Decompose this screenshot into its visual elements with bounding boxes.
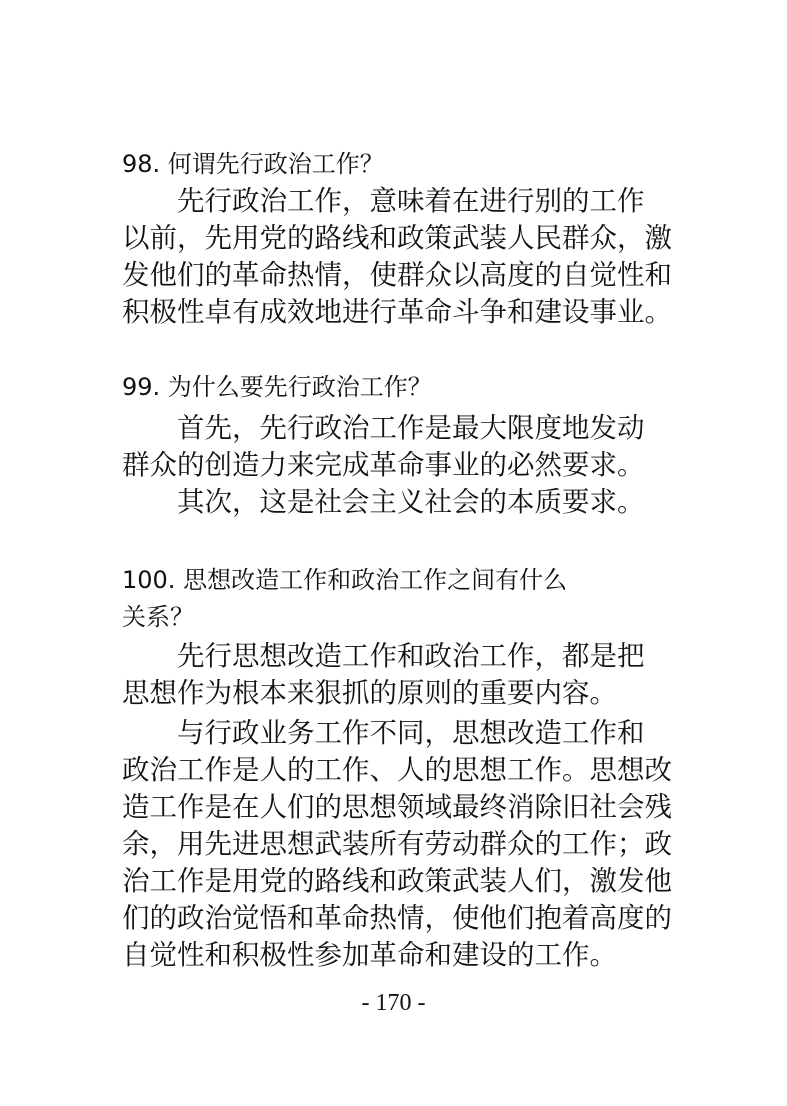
answer-98-line-4: 积极性卓有成效地进行革命斗争和建设事业。	[122, 296, 672, 328]
answer-99-line-2: 群众的创造力来完成革命事业的必然要求。	[122, 449, 645, 481]
question-98-heading: 98. 何谓先行政治工作？	[122, 150, 384, 178]
answer-98-line-3: 发他们的革命热情，使群众以高度的自觉性和	[122, 259, 672, 291]
question-100-heading-line-1: 100. 思想改造工作和政治工作之间有什么	[122, 566, 568, 594]
answer-100-line-6: 余，用先进思想武装所有劳动群众的工作；政	[122, 828, 672, 860]
answer-100-line-7: 治工作是用党的路线和政策武装人们，激发他	[122, 865, 672, 897]
question-100-heading-line-2: 关系？	[122, 603, 194, 631]
answer-100-line-2: 思想作为根本来狠抓的原则的重要内容。	[122, 677, 617, 709]
answer-98-line-2: 以前，先用党的路线和政策武装人民群众，激	[122, 222, 672, 254]
answer-100-line-4: 政治工作是人的工作、人的思想工作。思想改	[122, 754, 672, 786]
answer-100-line-9: 自觉性和积极性参加革命和建设的工作。	[122, 939, 617, 971]
answer-99-line-1: 首先，先行政治工作是最大限度地发动	[177, 412, 645, 444]
answer-100-line-8: 们的政治觉悟和革命热情，使他们抱着高度的	[122, 902, 672, 934]
answer-98-line-1: 先行政治工作，意味着在进行别的工作	[177, 185, 645, 217]
answer-100-line-5: 造工作是在人们的思想领域最终消除旧社会残	[122, 791, 672, 823]
page-number: - 170 -	[361, 990, 426, 1016]
question-99-heading: 99. 为什么要先行政治工作？	[122, 373, 432, 401]
answer-100-line-3: 与行政业务工作不同，思想改造工作和	[177, 717, 645, 749]
answer-100-line-1: 先行思想改造工作和政治工作，都是把	[177, 640, 645, 672]
answer-99-line-3: 其次，这是社会主义社会的本质要求。	[177, 486, 645, 518]
